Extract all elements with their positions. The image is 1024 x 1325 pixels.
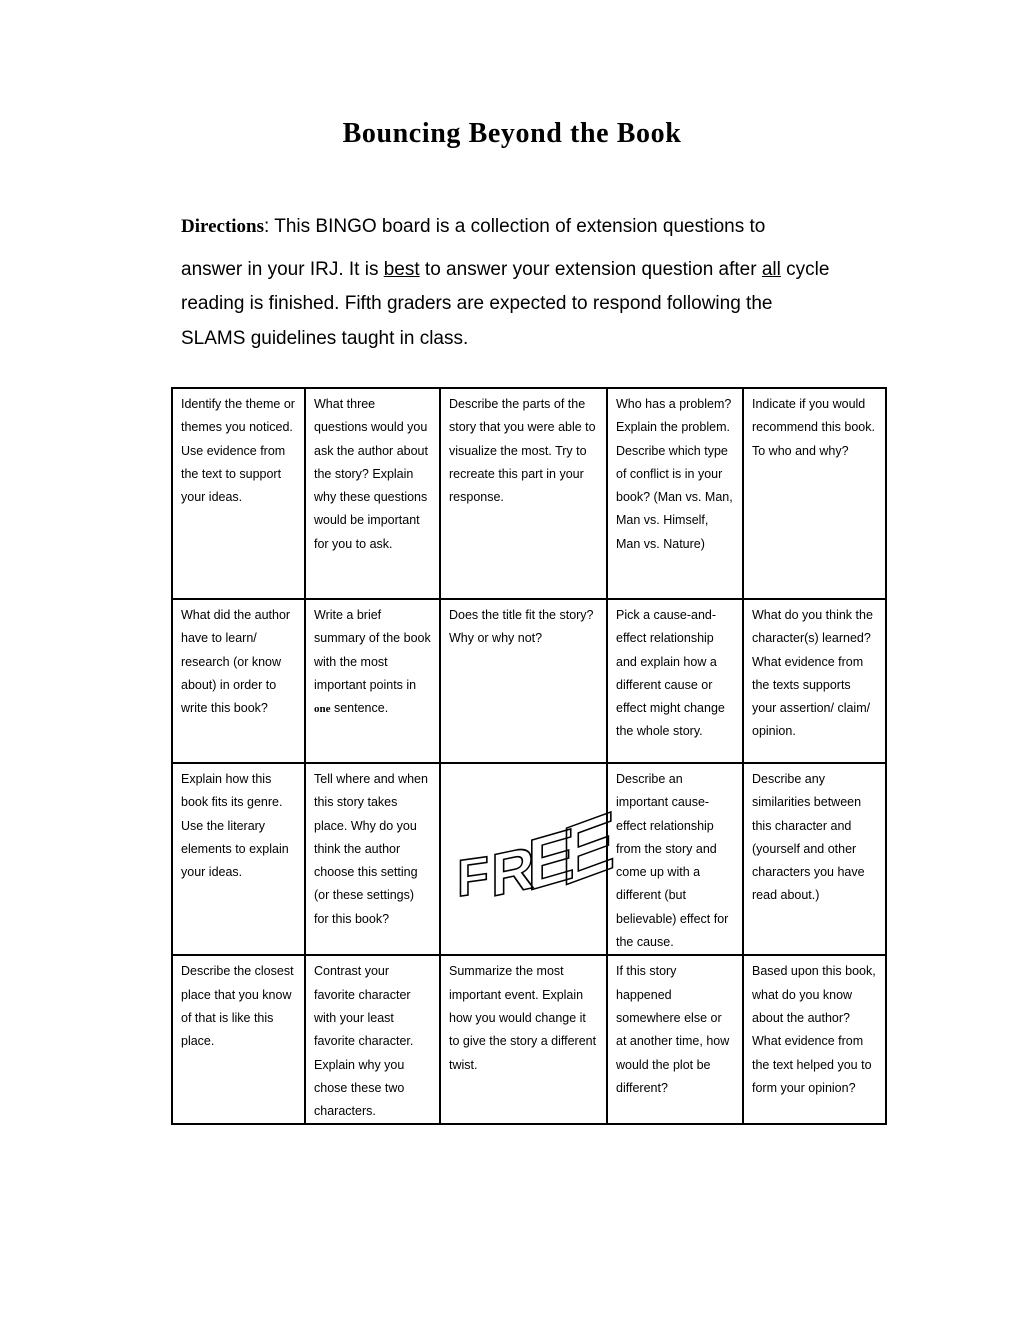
bingo-cell-different-setting: If this story happened somewhere else or at another time, how would the plot be different?: [607, 955, 743, 1124]
bingo-cell-cause-effect: Pick a cause-and-effect relationship and explain how a different cause or effect might change the whole story.: [607, 599, 743, 763]
bingo-cell-free: [440, 763, 616, 955]
summary-text-c: sentence.: [330, 701, 389, 716]
summary-text-a: Write a brief summary of the book with the most important points in: [314, 608, 431, 692]
bingo-cell-genre: Explain how this book fits its genre. Use the literary elements to explain your ideas.: [172, 763, 305, 955]
free-space-art: [447, 782, 616, 932]
summary-emphasis-one: one: [314, 703, 331, 716]
directions-line-2: [181, 253, 901, 288]
directions-text-2a: answer in your IRJ. It is: [181, 258, 384, 280]
directions-text-2e: cycle: [780, 258, 830, 280]
bingo-row: [172, 388, 886, 599]
directions-emphasis-best: best: [383, 258, 420, 280]
directions-text-2c: to answer your extension question after: [419, 258, 762, 280]
bingo-cell-recommend: Indicate if you would recommend this book. To who and why?: [743, 388, 886, 599]
bingo-cell-contrast: Contrast your favorite character with your least favorite character. Explain why you chose these two characters.: [305, 955, 440, 1124]
free-space-letter-r: R: [491, 833, 535, 910]
bingo-cell-summary: [305, 599, 440, 763]
directions-emphasis-all: all: [761, 258, 781, 280]
bingo-cell-closest-place: Describe the closest place that you know of that is like this place.: [172, 955, 305, 1124]
directions-line-4: SLAMS guidelines taught in class.: [181, 327, 469, 349]
free-space-letter-f: F: [457, 846, 489, 909]
bingo-cell-visualize: Describe the parts of the story that you were able to visualize the most. Try to recreate this part in your response.: [440, 388, 607, 599]
bingo-cell-title-fit: Does the title fit the story? Why or why not?: [440, 599, 607, 763]
directions-line-3: reading is finished. Fifth graders are expected to respond following the: [181, 293, 773, 314]
directions-label: Directions: [181, 216, 265, 237]
bingo-row: [172, 599, 886, 763]
bingo-row: [172, 763, 886, 955]
bingo-cell-character-learned: What do you think the character(s) learned? What evidence from the texts supports your assertion/ claim/ opinion.: [743, 599, 886, 763]
bingo-cell-similarities: Describe any similarities between this character and (yourself and other characters you have read about.): [743, 763, 886, 955]
directions-line-1: [181, 210, 901, 245]
bingo-cell-cause-effect-alt: Describe an important cause-effect relationship from the story and come up with a different (but believable) effect for the cause.: [607, 763, 743, 955]
bingo-row: [172, 955, 886, 1124]
bingo-cell-important-event: Summarize the most important event. Explain how you would change it to give the story a different twist.: [440, 955, 607, 1124]
page-title: Bouncing Beyond the Book: [342, 118, 682, 149]
bingo-cell-author-questions: What three questions would you ask the author about the story? Explain why these questions would be important for you to ask.: [305, 388, 440, 599]
free-space-letter-e1: E: [527, 811, 576, 907]
directions-text-1: : This BINGO board is a collection of extension questions to: [264, 216, 766, 237]
bingo-cell-about-author: Based upon this book, what do you know about the author? What evidence from the text helped you to form your opinion?: [743, 955, 886, 1124]
free-space-letter-e2: E: [561, 792, 616, 904]
bingo-cell-theme: Identify the theme or themes you noticed. Use evidence from the text to support your ideas.: [172, 388, 305, 599]
bingo-cell-author-research: What did the author have to learn/ research (or know about) in order to write this book?: [172, 599, 305, 763]
bingo-board: [171, 387, 887, 1125]
bingo-cell-conflict: Who has a problem? Explain the problem. Describe which type of conflict is in your book? (Man vs. Man, Man vs. Himself, Man vs. Nature): [607, 388, 743, 599]
directions-paragraph: [181, 210, 901, 356]
bingo-cell-setting: Tell where and when this story takes place. Why do you think the author choose this setting (or these settings) for this book?: [305, 763, 440, 955]
